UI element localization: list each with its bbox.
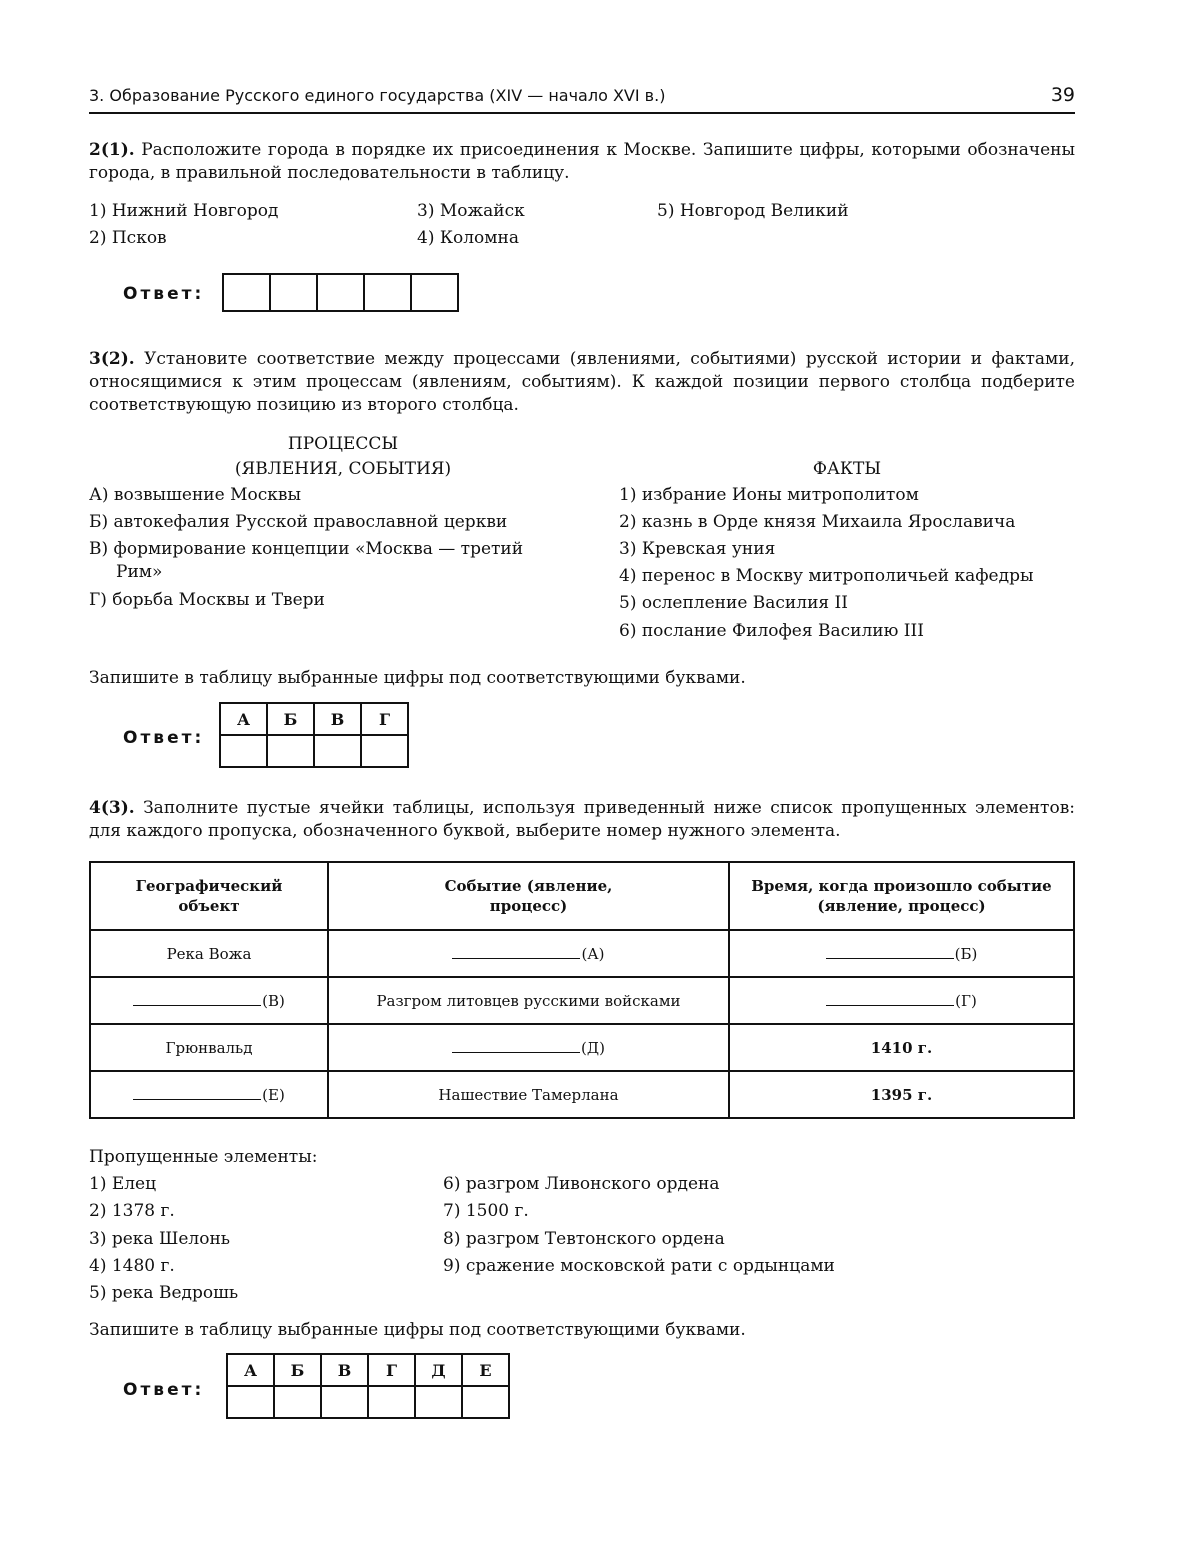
task3-answer-cell[interactable] xyxy=(220,735,267,767)
fact-item-6: 6) послание Филофея Василию III xyxy=(619,621,924,641)
process-item-a: А) возвышение Москвы xyxy=(89,485,301,505)
table-cell-blank[interactable]: (А) xyxy=(328,930,729,977)
processes-header-line2: (ЯВЛЕНИЯ, СОБЫТИЯ) xyxy=(234,459,452,479)
page-header xyxy=(89,84,1075,114)
task4-answer-cell[interactable] xyxy=(462,1386,509,1418)
table-row xyxy=(90,930,1074,977)
missing-item-4: 4) 1480 г. xyxy=(89,1256,175,1276)
table-cell: 1395 г. xyxy=(729,1071,1074,1118)
task2-answer-cell[interactable] xyxy=(317,274,364,311)
column-header-event: Событие (явление, процесс) xyxy=(328,862,729,930)
processes-header-line1: ПРОЦЕССЫ xyxy=(287,434,399,454)
table-cell: Нашествие Тамерлана xyxy=(328,1071,729,1118)
task4-letter-b: Б xyxy=(274,1354,321,1386)
table-cell-blank[interactable]: (Д) xyxy=(328,1024,729,1071)
task3-number: 3(2). xyxy=(89,349,135,369)
task4-letter-g: Г xyxy=(368,1354,415,1386)
task4-letter-d: Д xyxy=(415,1354,462,1386)
task4-letter-e: Е xyxy=(462,1354,509,1386)
task2-option-2: 2) Псков xyxy=(89,228,167,248)
events-table xyxy=(89,861,1075,1119)
missing-item-3: 3) река Шелонь xyxy=(89,1229,231,1249)
task4-answer-cell[interactable] xyxy=(321,1386,368,1418)
task3-answer-cell[interactable] xyxy=(267,735,314,767)
task4-number: 4(3). xyxy=(89,798,135,818)
process-item-g: Г) борьба Москвы и Твери xyxy=(89,590,325,610)
task2-answer-table xyxy=(222,273,459,312)
table-cell: Грюнвальд xyxy=(90,1024,328,1071)
task2-option-1: 1) Нижний Новгород xyxy=(89,201,279,221)
task2-answer-cell[interactable] xyxy=(411,274,458,311)
task2-answer-cell[interactable] xyxy=(364,274,411,311)
table-cell: Река Вожа xyxy=(90,930,328,977)
task3-text: Установите соответствие между процессами (явлениями, событиями) русской истории и фактами, относящимися к этим процессам (явлениям, событиям). К каждой позиции первого столбца подберите соответствующую позицию из второго столбца. xyxy=(89,349,1076,415)
task2-number: 2(1). xyxy=(89,140,135,160)
fact-item-1: 1) избрание Ионы митрополитом xyxy=(619,485,919,505)
task4-answer-cell[interactable] xyxy=(415,1386,462,1418)
task3-answer-cell[interactable] xyxy=(361,735,408,767)
table-cell-blank[interactable]: (Е) xyxy=(90,1071,328,1118)
facts-header: ФАКТЫ xyxy=(812,459,882,479)
task2-question xyxy=(89,139,1075,185)
missing-item-5: 5) река Ведрошь xyxy=(89,1283,239,1303)
table-row xyxy=(90,977,1074,1024)
task2-answer-label: Ответ: xyxy=(123,284,205,304)
task2-answer-cell[interactable] xyxy=(270,274,317,311)
task3-letter-g: Г xyxy=(361,703,408,735)
fact-item-3: 3) Кревская уния xyxy=(619,539,776,559)
task3-letter-a: А xyxy=(220,703,267,735)
table-row xyxy=(90,1024,1074,1071)
task3-question xyxy=(89,348,1075,417)
fact-item-4: 4) перенос в Москву митрополичьей кафедры xyxy=(619,566,1034,586)
task4-letter-a: А xyxy=(227,1354,274,1386)
task4-letter-v: В xyxy=(321,1354,368,1386)
task2-answer-cell[interactable] xyxy=(223,274,270,311)
task4-instruction: Запишите в таблицу выбранные цифры под соответствующими буквами. xyxy=(89,1320,746,1340)
task2-option-3: 3) Можайск xyxy=(417,201,525,221)
missing-item-6: 6) разгром Ливонского ордена xyxy=(443,1174,720,1194)
column-header-time: Время, когда произошло событие (явление, процесс) xyxy=(729,862,1074,930)
chapter-title: 3. Образование Русского единого государства (XIV — начало XVI в.) xyxy=(89,86,666,105)
missing-item-8: 8) разгром Тевтонского ордена xyxy=(443,1229,725,1249)
table-cell: Разгром литовцев русскими войсками xyxy=(328,977,729,1024)
task3-letter-v: В xyxy=(314,703,361,735)
table-cell-blank[interactable]: (Г) xyxy=(729,977,1074,1024)
page-number: 39 xyxy=(1050,84,1075,106)
task3-answer-label: Ответ: xyxy=(123,728,205,748)
process-item-b: Б) автокефалия Русской православной церкви xyxy=(89,512,508,532)
missing-elements-title: Пропущенные элементы: xyxy=(89,1147,318,1167)
missing-item-7: 7) 1500 г. xyxy=(443,1201,529,1221)
task4-text: Заполните пустые ячейки таблицы, используя приведенный ниже список пропущенных элементов: для каждого пропуска, обозначенного буквой, выберите номер нужного элемента. xyxy=(89,798,1075,841)
table-row xyxy=(90,1071,1074,1118)
task4-answer-cell[interactable] xyxy=(274,1386,321,1418)
task4-answer-cell[interactable] xyxy=(368,1386,415,1418)
missing-item-2: 2) 1378 г. xyxy=(89,1201,175,1221)
task2-text: Расположите города в порядке их присоединения к Москве. Запишите цифры, которыми обозначены города, в правильной последовательности в таблицу. xyxy=(89,140,1075,183)
process-item-v: В) формирование концепции «Москва — третий Рим» xyxy=(89,539,524,582)
task4-answer-label: Ответ: xyxy=(123,1380,205,1400)
task3-instruction: Запишите в таблицу выбранные цифры под соответствующими буквами. xyxy=(89,668,746,688)
task3-letter-b: Б xyxy=(267,703,314,735)
fact-item-5: 5) ослепление Василия II xyxy=(619,593,848,613)
task2-option-5: 5) Новгород Великий xyxy=(657,201,849,221)
column-header-object: Географический объект xyxy=(90,862,328,930)
table-cell-blank[interactable]: (Б) xyxy=(729,930,1074,977)
table-cell-blank[interactable]: (В) xyxy=(90,977,328,1024)
fact-item-2: 2) казнь в Орде князя Михаила Ярославича xyxy=(619,512,1016,532)
task3-answer-cell[interactable] xyxy=(314,735,361,767)
table-header-row xyxy=(90,862,1074,930)
missing-item-9: 9) сражение московской рати с ордынцами xyxy=(443,1256,835,1276)
task4-answer-table xyxy=(226,1353,510,1419)
missing-item-1: 1) Елец xyxy=(89,1174,157,1194)
table-cell: 1410 г. xyxy=(729,1024,1074,1071)
task2-option-4: 4) Коломна xyxy=(417,228,519,248)
task3-answer-table xyxy=(219,702,409,768)
task4-answer-cell[interactable] xyxy=(227,1386,274,1418)
task4-question xyxy=(89,797,1075,843)
